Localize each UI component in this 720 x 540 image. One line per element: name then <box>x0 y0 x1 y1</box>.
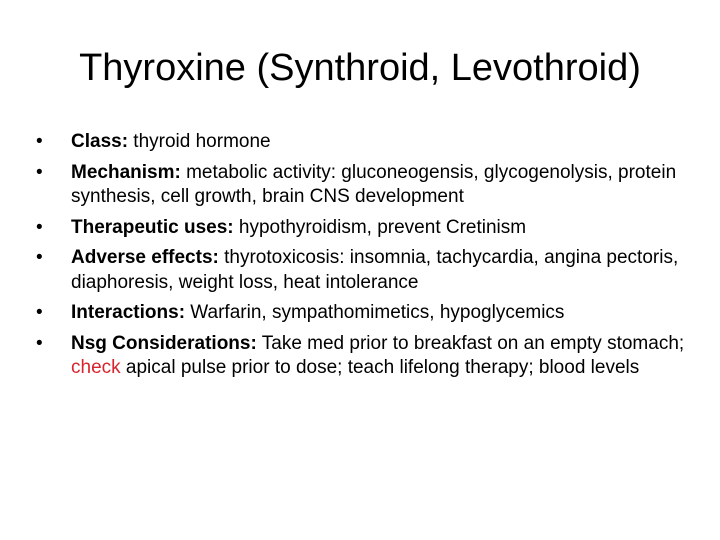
bullet-text: metabolic activity: gluconeogensis, glycogenolysis, protein synthesis, cell growth, brain CNS development <box>71 161 677 207</box>
bullet-therapeutic-uses <box>36 216 686 241</box>
bullet-text-after: apical pulse prior to dose; teach lifelong therapy; blood levels <box>120 357 640 378</box>
bullet-label: Adverse effects: <box>71 247 219 268</box>
bullet-text-before: Take med prior to breakfast on an empty stomach; <box>256 332 685 354</box>
bullet-class <box>36 130 686 155</box>
bullet-label: Therapeutic uses: <box>71 216 234 238</box>
bullet-mechanism <box>36 161 686 210</box>
slide-title: Thyroxine (Synthroid, Levothroid) <box>79 47 641 89</box>
bullet-text: hypothyroidism, prevent Cretinism <box>233 216 527 238</box>
bullet-text: thyroid hormone <box>128 131 271 152</box>
bullet-label: Class: <box>71 131 129 152</box>
bullet-label: Mechanism: <box>71 161 181 183</box>
bullet-label: Nsg Considerations: <box>71 332 257 354</box>
bullet-label: Interactions: <box>71 302 186 323</box>
bullet-nsg-considerations <box>36 332 686 381</box>
bullet-list <box>36 130 686 387</box>
bullet-adverse-effects <box>36 246 686 295</box>
bullet-interactions <box>36 301 686 326</box>
highlight-word: check <box>71 357 121 378</box>
bullet-text: Warfarin, sympathomimetics, hypoglycemics <box>185 302 565 323</box>
bullet-text: thyrotoxicosis: insomnia, tachycardia, angina pectoris, diaphoresis, weight loss, heat intolerance <box>71 247 679 293</box>
